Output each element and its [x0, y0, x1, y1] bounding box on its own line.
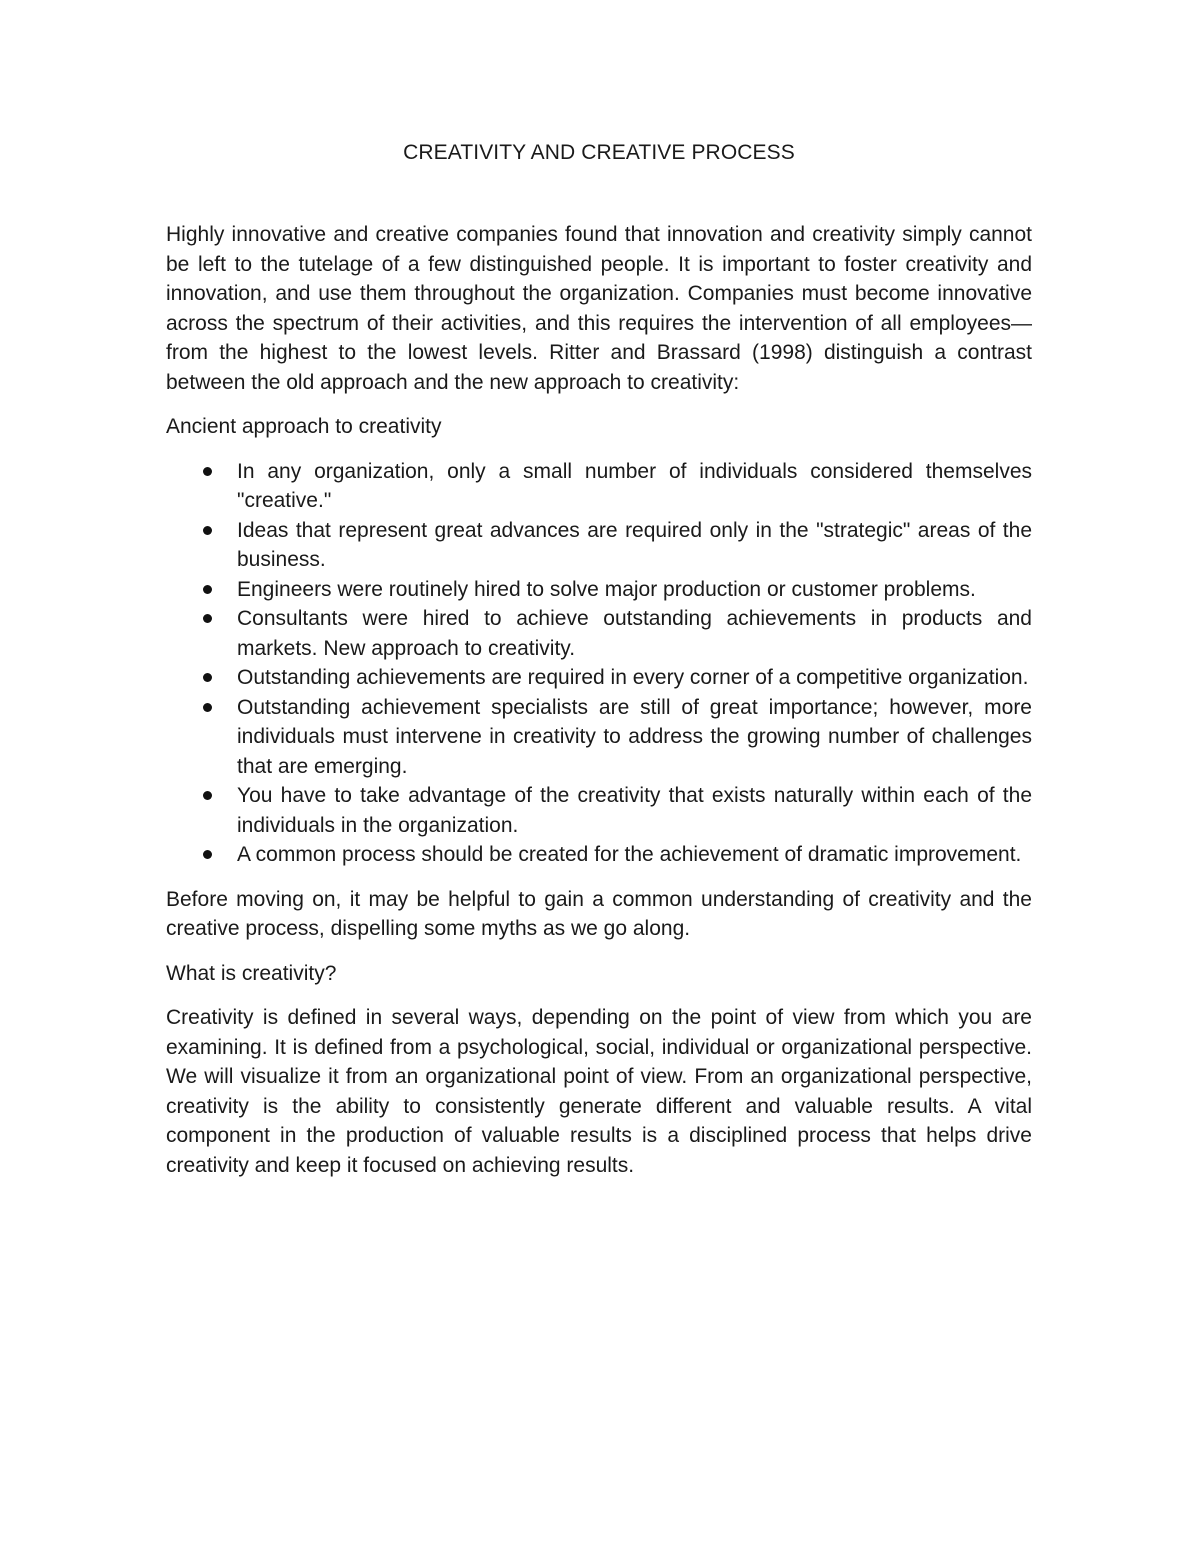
list-item — [166, 663, 1032, 693]
bullet-icon — [203, 703, 212, 712]
list-item — [166, 693, 1032, 782]
ancient-approach-heading: Ancient approach to creativity — [166, 415, 442, 438]
bullet-icon — [203, 526, 212, 535]
list-item — [166, 575, 1032, 605]
list-item-text: Outstanding achievement specialists are still of great importance; however, more individuals must intervene in creativity to address the growing number of challenges that are emerging. — [237, 695, 1032, 778]
bullet-icon — [203, 791, 212, 800]
bullet-icon — [203, 614, 212, 623]
list-item — [166, 840, 1032, 870]
list-item-text: Outstanding achievements are required in every corner of a competitive organization. — [237, 666, 1029, 689]
list-item — [166, 516, 1032, 575]
list-item — [166, 604, 1032, 663]
document-page — [166, 138, 1032, 1195]
before-moving-paragraph: Before moving on, it may be helpful to gain a common understanding of creativity and the creative process, dispelling some myths as we go along. — [166, 887, 1032, 940]
bullet-icon — [203, 850, 212, 859]
list-item-text: In any organization, only a small number of individuals considered themselves "creative." — [237, 459, 1032, 512]
definition-paragraph: Creativity is defined in several ways, depending on the point of view from which you are examining. It is defined from a psychological, social, individual or organizational perspective. We will visualize it from an organizational point of view. From an organizational perspective, creativity is the ability to consistently generate different and valuable results. A vital component in the production of valuable results is a disciplined process that helps drive creativity and keep it focused on achieving results. — [166, 1006, 1032, 1177]
list-item-text: Consultants were hired to achieve outstanding achievements in products and markets. New approach to creativity. — [237, 607, 1032, 660]
bullet-icon — [203, 467, 212, 476]
list-item-text: You have to take advantage of the creativity that exists naturally within each of the individuals in the organization. — [237, 784, 1032, 837]
bullet-icon — [203, 673, 212, 682]
bullet-icon — [203, 585, 212, 594]
list-item-text: Ideas that represent great advances are required only in the "strategic" areas of the business. — [237, 518, 1032, 571]
list-item-text: A common process should be created for the achievement of dramatic improvement. — [237, 843, 1022, 866]
list-item — [166, 457, 1032, 516]
what-is-creativity-heading: What is creativity? — [166, 961, 337, 985]
document-title: CREATIVITY AND CREATIVE PROCESS — [403, 141, 795, 164]
intro-paragraph: Highly innovative and creative companies found that innovation and creativity simply cannot be left to the tutelage of a few distinguished people. It is important to foster creativity and innovation, and use them throughout the organization. Companies must become innovative across the spectrum of their activities, and this requires the intervention of all employees— from the highest to the lowest levels. Ritter and Brassard (1998) distinguish a contrast between the old approach and the new approach to creativity: — [166, 223, 1032, 394]
list-item-text: Engineers were routinely hired to solve major production or customer problems. — [237, 577, 976, 601]
list-item — [166, 781, 1032, 840]
ancient-approach-list — [166, 457, 1032, 870]
